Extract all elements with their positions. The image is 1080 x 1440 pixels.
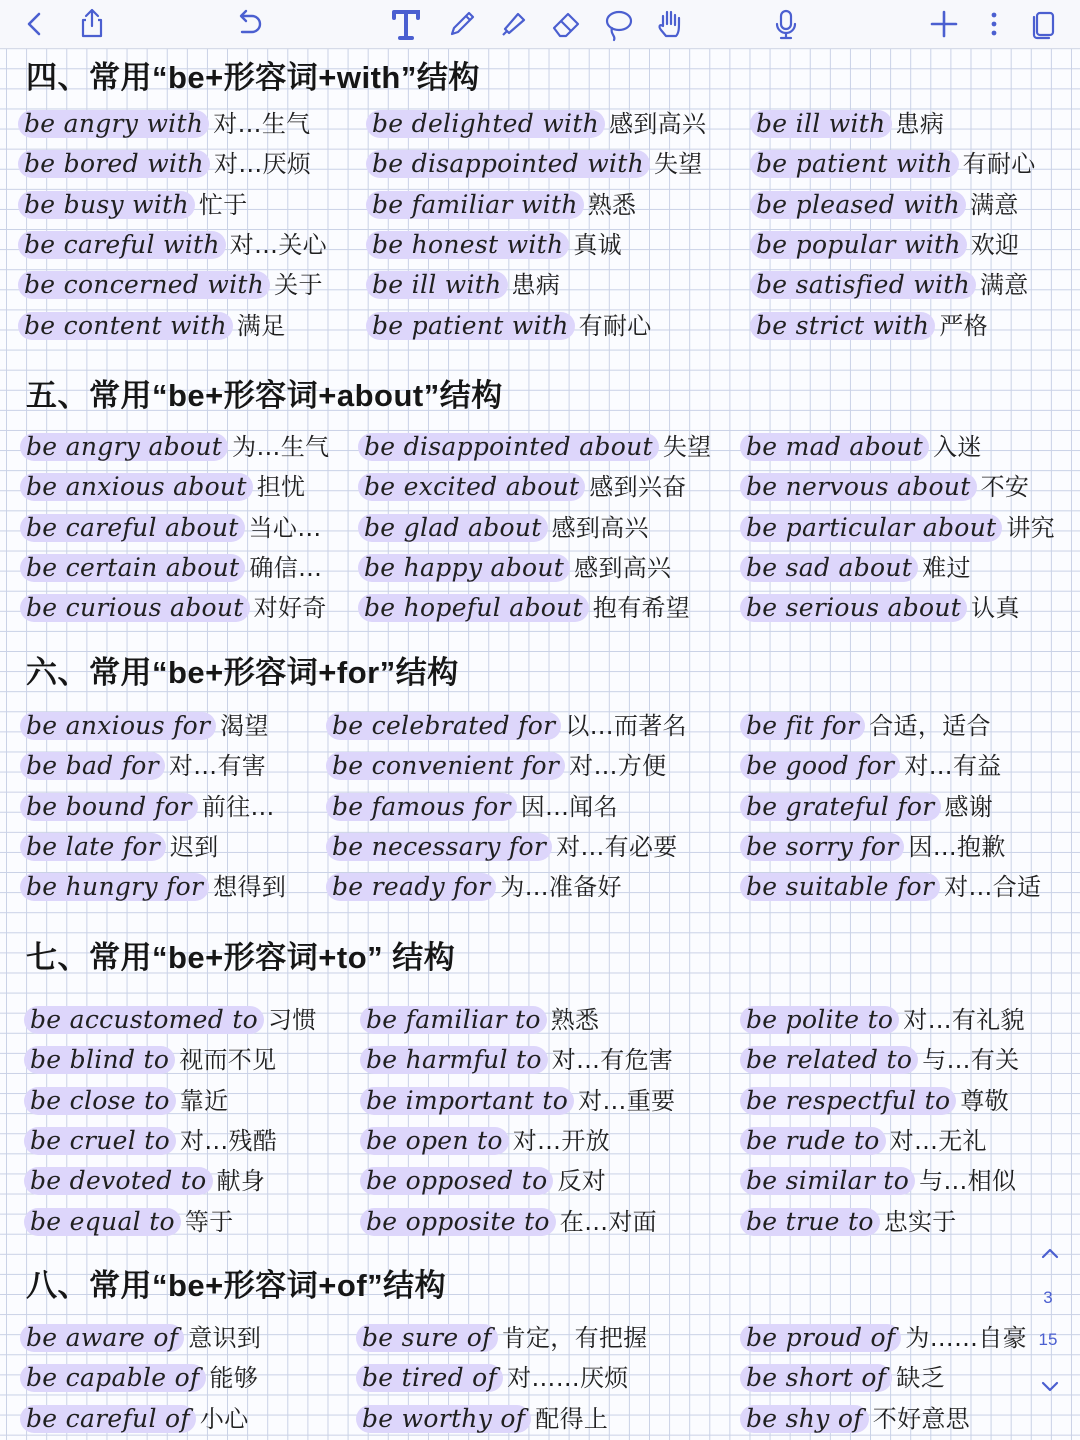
phrase-text: be anxious about — [20, 473, 253, 501]
phrase-text: be serious about — [740, 594, 967, 622]
phrase-text: be true to — [740, 1208, 880, 1236]
phrase-meaning: 为…生气 — [232, 433, 330, 461]
phrase-meaning: 对…生气 — [213, 110, 311, 138]
phrase-meaning: 熟悉 — [550, 1006, 600, 1034]
phrase-meaning: 真诚 — [573, 230, 622, 259]
phrase-entry — [24, 1000, 317, 1040]
phrase-entry — [740, 467, 1029, 507]
phrase-entry — [20, 746, 266, 786]
phrase-meaning: 对…有必要 — [556, 832, 678, 861]
phrase-entry — [20, 548, 322, 588]
phrase-meaning: 为…准备好 — [500, 873, 622, 902]
page-down-icon[interactable] — [1038, 1374, 1062, 1398]
phrase-meaning: 抱有希望 — [592, 594, 691, 623]
phrase-text: be satisfied with — [750, 271, 976, 299]
phrase-text: be devoted to — [24, 1167, 213, 1195]
phrase-meaning: 对…有礼貌 — [903, 1006, 1025, 1034]
phrase-meaning: 在…对面 — [559, 1207, 657, 1236]
phrase-meaning: 献身 — [216, 1167, 266, 1196]
phrase-entry — [366, 144, 703, 184]
phrase-entry — [18, 225, 327, 265]
phrase-meaning: 与…有关 — [922, 1046, 1020, 1075]
phrase-entry — [740, 1000, 1025, 1040]
phrase-text: be popular with — [750, 231, 967, 259]
phrase-entry — [326, 706, 687, 746]
phrase-meaning: 入迷 — [933, 433, 982, 461]
phrase-text: be disappointed about — [358, 433, 659, 461]
phrase-meaning: 靠近 — [179, 1086, 229, 1115]
phrase-meaning: 满意 — [980, 271, 1029, 300]
phrase-entry — [740, 1202, 957, 1242]
phrase-text: be necessary for — [326, 833, 552, 861]
phrase-entry — [750, 225, 1019, 265]
phrase-meaning: 配得上 — [535, 1404, 609, 1433]
section-title-for: 六、常用“be+形容词+for”结构 — [26, 655, 459, 690]
phrase-entry — [750, 265, 1029, 305]
phrase-meaning: 能够 — [209, 1364, 259, 1393]
phrase-text: be delighted with — [366, 110, 605, 138]
phrase-text: be cruel to — [24, 1127, 176, 1155]
phrase-entry — [20, 1399, 249, 1439]
more-icon[interactable] — [974, 4, 1014, 44]
phrase-meaning: 对…厌烦 — [213, 150, 312, 179]
phrase-text: be familiar to — [360, 1006, 547, 1034]
add-icon[interactable] — [924, 4, 964, 44]
phrase-entry — [750, 104, 944, 144]
phrase-entry — [356, 1358, 629, 1398]
page-up-icon[interactable] — [1038, 1242, 1062, 1266]
phrase-meaning: 对…无礼 — [889, 1126, 987, 1155]
phrase-text: be convenient for — [326, 752, 565, 780]
phrase-meaning: 对…残酷 — [179, 1126, 278, 1155]
back-icon[interactable] — [14, 4, 54, 44]
phrase-text: be certain about — [20, 554, 245, 582]
phrase-text: be hungry for — [20, 873, 209, 901]
phrase-text: be careful of — [20, 1405, 196, 1433]
phrase-text: be capable of — [20, 1364, 206, 1392]
phrase-meaning: 视而不见 — [179, 1046, 277, 1075]
phrase-meaning: 渴望 — [220, 712, 269, 740]
phrase-meaning: 意识到 — [188, 1324, 262, 1352]
phrase-meaning: 患病 — [895, 110, 945, 138]
lasso-icon[interactable] — [598, 4, 638, 44]
phrase-text: be fit for — [740, 712, 865, 740]
phrase-meaning: 对…有益 — [904, 752, 1002, 781]
phrase-meaning: 对…合适 — [944, 873, 1042, 902]
phrase-entry — [358, 588, 690, 628]
phrase-meaning: 忙于 — [198, 190, 248, 219]
phrase-text: be proud of — [740, 1324, 901, 1352]
phrase-entry — [360, 1040, 673, 1080]
phrase-entry — [740, 588, 1020, 628]
phrase-entry — [20, 706, 269, 746]
phrase-text: be ready for — [326, 873, 496, 901]
phrase-text: be close to — [24, 1087, 176, 1115]
current-page: 3 — [1043, 1288, 1053, 1307]
phrase-text: be famous for — [326, 793, 517, 821]
phrase-entry — [740, 1081, 1009, 1121]
phrase-entry — [358, 427, 711, 467]
pen-icon[interactable] — [442, 4, 482, 44]
phrase-text: be content with — [18, 312, 233, 340]
page-navigator — [1030, 1238, 1070, 1398]
phrase-meaning: 肯定，有把握 — [501, 1324, 648, 1352]
phrase-text: be ill with — [750, 110, 892, 138]
phrase-meaning: 与…相似 — [919, 1167, 1017, 1196]
phrase-entry — [326, 787, 618, 827]
phrase-entry — [750, 144, 1036, 184]
phrase-entry — [356, 1399, 608, 1439]
phrase-text: be busy with — [18, 191, 195, 219]
phrase-entry — [20, 787, 275, 827]
phrase-text: be excited about — [358, 473, 585, 501]
phrase-entry — [20, 588, 327, 628]
phrase-text: be sure of — [356, 1324, 498, 1352]
phrase-meaning: 为……自豪 — [905, 1324, 1027, 1352]
phrase-meaning: 感到高兴 — [609, 110, 707, 138]
phrase-text: be nervous about — [740, 473, 977, 501]
phrase-text: be glad about — [358, 514, 548, 542]
phrase-entry — [740, 1161, 1016, 1201]
phrase-text: be careful with — [18, 231, 226, 259]
phrase-meaning: 反对 — [557, 1167, 607, 1196]
phrase-text: be good for — [740, 752, 900, 780]
phrase-meaning: 习惯 — [268, 1006, 317, 1034]
phrase-text: be curious about — [20, 594, 250, 622]
phrase-text: be worthy of — [356, 1405, 531, 1433]
section-title-to: 七、常用“be+形容词+to” 结构 — [26, 940, 456, 975]
section-title-about: 五、常用“be+形容词+about”结构 — [26, 378, 503, 413]
phrase-text: be sad about — [740, 554, 918, 582]
phrase-meaning: 因…抱歉 — [908, 832, 1006, 861]
phrase-text: be aware of — [20, 1324, 184, 1352]
phrase-text: be angry about — [20, 433, 228, 461]
phrase-meaning: 前往… — [201, 792, 275, 821]
phrase-entry — [20, 508, 322, 548]
phrase-text: be short of — [740, 1364, 892, 1392]
phrase-text: be similar to — [740, 1167, 915, 1195]
phrase-meaning: 感到高兴 — [574, 553, 672, 582]
phrase-text: be related to — [740, 1046, 918, 1074]
phrase-entry — [366, 225, 622, 265]
phrase-entry — [20, 427, 329, 467]
phrase-entry — [740, 1318, 1027, 1358]
phrase-meaning: 有耐心 — [578, 311, 652, 340]
phrase-meaning: 对……厌烦 — [507, 1364, 629, 1393]
phrase-meaning: 感到兴奋 — [589, 473, 687, 502]
phrase-meaning: 小心 — [199, 1404, 249, 1433]
phrase-text: be bored with — [18, 150, 210, 178]
phrase-text: be accustomed to — [24, 1006, 264, 1034]
section-title-with: 四、常用“be+形容词+with”结构 — [26, 60, 480, 95]
phrase-entry — [740, 548, 971, 588]
phrase-meaning: 满意 — [970, 190, 1019, 219]
phrase-entry — [366, 185, 636, 225]
phrase-entry — [360, 1000, 599, 1040]
phrase-entry — [740, 787, 993, 827]
phrase-meaning: 不安 — [980, 473, 1030, 502]
phrase-meaning: 想得到 — [213, 873, 287, 902]
phrase-meaning: 失望 — [653, 150, 703, 179]
phrase-text: be careful about — [20, 514, 245, 542]
phrase-entry — [18, 185, 248, 225]
phrase-text: be anxious for — [20, 712, 216, 740]
phrase-text: be happy about — [358, 554, 570, 582]
phrase-entry — [20, 827, 219, 867]
phrase-entry — [358, 548, 671, 588]
phrase-text: be equal to — [24, 1208, 181, 1236]
phrase-text: be familiar with — [366, 191, 584, 219]
phrase-meaning: 认真 — [971, 594, 1020, 623]
phrase-meaning: 讲究 — [1006, 513, 1055, 542]
phrase-entry — [360, 1121, 610, 1161]
phrase-meaning: 因…闻名 — [520, 792, 618, 821]
phrase-text: be strict with — [750, 312, 935, 340]
text-tool-icon[interactable] — [386, 4, 426, 44]
phrase-entry — [360, 1161, 606, 1201]
phrase-text: be blind to — [24, 1046, 175, 1074]
phrase-meaning: 确信… — [249, 553, 323, 582]
phrase-entry — [326, 746, 666, 786]
phrase-entry — [366, 306, 652, 346]
phrase-entry — [740, 746, 1002, 786]
phrase-entry — [326, 827, 678, 867]
phrase-text: be grateful for — [740, 793, 941, 821]
phrase-text: be honest with — [366, 231, 569, 259]
phrase-text: be open to — [360, 1127, 509, 1155]
phrase-meaning: 对…开放 — [512, 1126, 610, 1155]
pages-icon[interactable] — [1024, 4, 1064, 44]
phrase-entry — [20, 867, 286, 907]
phrase-meaning: 失望 — [662, 433, 712, 461]
phrase-entry — [18, 144, 311, 184]
phrase-text: be concerned with — [18, 271, 270, 299]
phrase-text: be suitable for — [740, 873, 940, 901]
phrase-entry — [18, 104, 310, 144]
phrase-text: be shy of — [740, 1405, 869, 1433]
phrase-entry — [24, 1121, 277, 1161]
phrase-meaning: 难过 — [922, 553, 971, 582]
phrase-text: be late for — [20, 833, 166, 861]
phrase-meaning: 熟悉 — [587, 190, 637, 219]
phrase-entry — [740, 1399, 970, 1439]
phrase-text: be bound for — [20, 793, 198, 821]
phrase-entry — [740, 706, 991, 746]
phrase-entry — [740, 867, 1041, 907]
microphone-icon[interactable] — [766, 4, 806, 44]
phrase-meaning: 满足 — [236, 311, 286, 340]
phrase-entry — [356, 1318, 648, 1358]
phrase-entry — [360, 1202, 657, 1242]
phrase-text: be important to — [360, 1087, 574, 1115]
phrase-text: be mad about — [740, 433, 929, 461]
phrase-text: be celebrated for — [326, 712, 561, 740]
phrase-text: be opposed to — [360, 1167, 553, 1195]
phrase-meaning: 以…而著名 — [565, 712, 687, 740]
phrase-entry — [366, 104, 706, 144]
phrase-entry — [358, 508, 649, 548]
phrase-meaning: 不好意思 — [872, 1404, 970, 1433]
phrase-entry — [366, 265, 560, 305]
toolbar — [0, 0, 1080, 49]
section-title-of: 八、常用“be+形容词+of”结构 — [26, 1268, 447, 1303]
phrase-entry — [750, 306, 988, 346]
phrase-text: be bad for — [20, 752, 165, 780]
phrase-entry — [750, 185, 1019, 225]
phrase-meaning: 等于 — [184, 1207, 234, 1236]
phrase-text: be particular about — [740, 514, 1002, 542]
phrase-meaning: 对…有危害 — [551, 1046, 674, 1075]
phrase-entry — [358, 467, 687, 507]
phrase-meaning: 当心… — [248, 513, 322, 542]
phrase-meaning: 忠实于 — [883, 1207, 957, 1236]
phrase-meaning: 迟到 — [170, 832, 219, 861]
phrase-meaning: 关于 — [274, 271, 323, 300]
phrase-meaning: 严格 — [939, 311, 988, 340]
phrase-meaning: 对好奇 — [253, 594, 327, 623]
phrase-meaning: 感到高兴 — [551, 513, 649, 542]
phrase-meaning: 对…重要 — [578, 1086, 676, 1115]
phrase-meaning: 有耐心 — [962, 150, 1036, 179]
phrase-text: be patient with — [750, 150, 959, 178]
phrase-entry — [360, 1081, 675, 1121]
hand-icon[interactable] — [650, 4, 690, 44]
phrase-entry — [20, 1358, 258, 1398]
phrase-entry — [20, 1318, 261, 1358]
phrase-text: be hopeful about — [358, 594, 589, 622]
phrase-text: be patient with — [366, 312, 575, 340]
phrase-entry — [24, 1202, 234, 1242]
phrase-meaning: 合适，适合 — [869, 712, 991, 740]
phrase-meaning: 患病 — [511, 271, 561, 300]
phrase-text: be respectful to — [740, 1087, 956, 1115]
phrase-entry — [740, 1358, 945, 1398]
phrase-meaning: 感谢 — [944, 792, 994, 821]
phrase-text: be disappointed with — [366, 150, 650, 178]
phrase-meaning: 对…关心 — [229, 230, 327, 259]
total-pages: 15 — [1038, 1330, 1058, 1349]
phrase-entry — [18, 265, 323, 305]
phrase-meaning: 欢迎 — [970, 230, 1020, 259]
phrase-entry — [740, 427, 982, 467]
highlighter-icon[interactable] — [494, 4, 534, 44]
phrase-text: be opposite to — [360, 1208, 556, 1236]
phrase-text: be sorry for — [740, 833, 904, 861]
phrase-entry — [740, 827, 1006, 867]
phrase-text: be harmful to — [360, 1046, 548, 1074]
phrase-meaning: 担忧 — [256, 473, 306, 502]
phrase-meaning: 对…有害 — [168, 752, 267, 781]
phrase-text: be pleased with — [750, 191, 966, 219]
phrase-entry — [740, 508, 1055, 548]
phrase-entry — [24, 1161, 265, 1201]
phrase-entry — [20, 467, 305, 507]
phrase-meaning: 缺乏 — [896, 1364, 945, 1393]
phrase-entry — [24, 1040, 276, 1080]
undo-icon[interactable] — [228, 4, 268, 44]
eraser-icon[interactable] — [546, 4, 586, 44]
phrase-entry — [740, 1040, 1019, 1080]
phrase-entry — [18, 306, 286, 346]
phrase-entry — [24, 1081, 228, 1121]
phrase-text: be polite to — [740, 1006, 899, 1034]
phrase-meaning: 尊敬 — [960, 1086, 1009, 1115]
phrase-text: be tired of — [356, 1364, 503, 1392]
phrase-entry — [740, 1121, 987, 1161]
phrase-text: be rude to — [740, 1127, 886, 1155]
phrase-text: be ill with — [366, 271, 508, 299]
phrase-entry — [326, 867, 622, 907]
phrase-text: be angry with — [18, 110, 209, 138]
share-icon[interactable] — [72, 4, 112, 44]
phrase-meaning: 对…方便 — [569, 752, 667, 781]
